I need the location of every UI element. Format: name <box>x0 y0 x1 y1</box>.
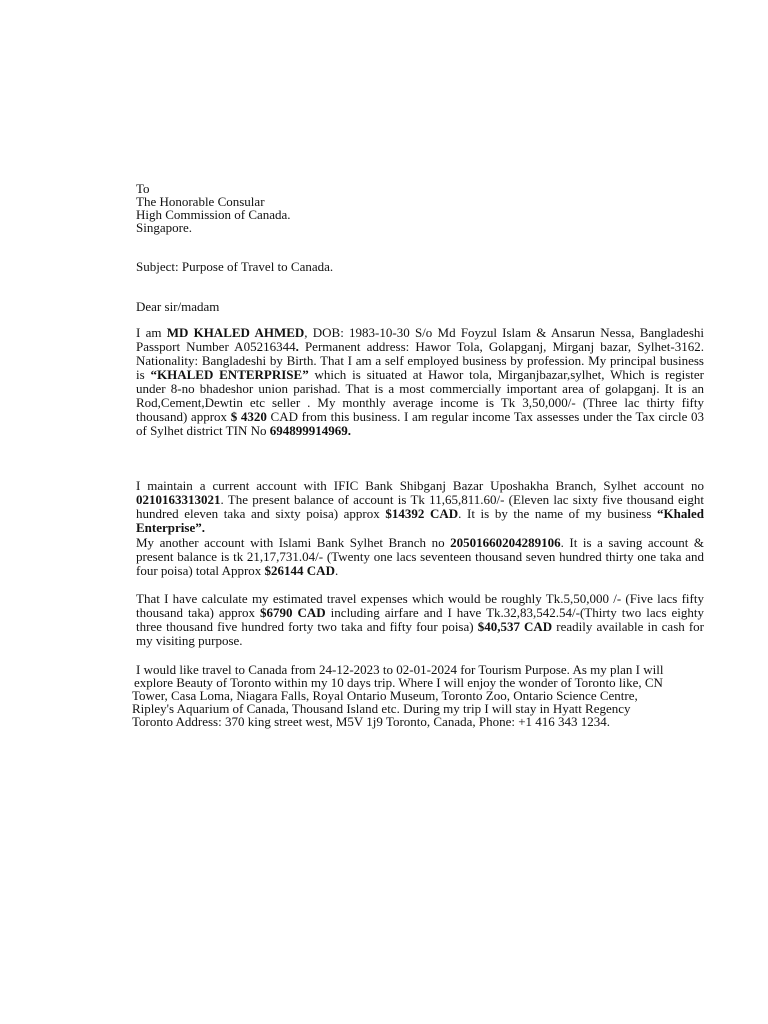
business-name: “KHALED ENTERPRISE” <box>150 367 309 382</box>
account-number: 0210163313021 <box>136 492 221 507</box>
paragraph-expenses <box>136 592 704 648</box>
salutation: Dear sir/madam <box>136 299 220 314</box>
address-office: High Commission of Canada. <box>136 207 291 222</box>
paragraph-islami-account <box>136 536 704 578</box>
travel-plan-line: Tower, Casa Loma, Niagara Falls, Royal Ontario Museum, Toronto Zoo, Ontario Science Centre, <box>132 688 638 703</box>
text-fragment: That I have calculate my estimated travel expenses which would be roughly Tk.5,50,000 /- (Five lacs fifty thousand taka) approx <box>136 591 704 620</box>
account-number: 20501660204289106 <box>450 535 561 550</box>
balance-amount: $14392 CAD <box>385 506 459 521</box>
text-fragment: . The present balance of account is Tk 11,65,811.60/- (Eleven lac sixty five thousand eight hundred eleven taka and sixty poisa) approx <box>136 492 704 521</box>
subject-line: Subject: Purpose of Travel to Canada. <box>136 259 334 274</box>
expense-amount: $6790 CAD <box>260 605 326 620</box>
balance-amount: $26144 CAD <box>264 563 335 578</box>
text-fragment: readily available in cash for my visiting purpose. <box>136 619 705 648</box>
text-fragment: . It is a saving account & present balance is tk 21,17,731.04/- (Twenty one lacs seventeen thousand seven hundred thirty one taka and four poisa) total Approx <box>136 535 704 578</box>
travel-plan-line: I would like travel to Canada from 24-12-2023 to 02-01-2024 for Tourism Purpose. As my plan I will <box>136 662 664 677</box>
text-fragment: , DOB: 1983-10-30 S/o Md Foyzul Islam & Ansarun Nessa, Bangladeshi Passport Number A05216344 <box>136 325 704 354</box>
text-fragment: . It is by the name of my business <box>458 506 658 521</box>
business-name: “Khaled Enterprise”. <box>136 506 704 535</box>
text-fragment: My another account with Islami Bank Sylhet Branch no <box>136 535 451 550</box>
travel-plan-line: explore Beauty of Toronto within my 10 days trip. Where I will enjoy the wonder of Toronto like, CN <box>134 675 663 690</box>
text-fragment: . <box>334 563 339 578</box>
address-recipient: The Honorable Consular <box>136 194 265 209</box>
tin-number: 694899914969. <box>269 423 351 438</box>
text-fragment: which is situated at Hawor tola, Mirganjbazar,sylhet, Which is register under 8-no bhadeshor union parishad. That is a most commercially important area of golapganj. It is an Rod,Cement,Dewtin etc seller . My monthly average income is Tk 3,50,000/- (Three lac thirty fifty thousand) approx <box>136 367 705 424</box>
paragraph-introduction <box>136 326 704 438</box>
income-amount: $ 4320 <box>230 409 267 424</box>
paragraph-ific-account <box>136 479 704 535</box>
travel-plan-line: Toronto Address: 370 king street west, M5V 1j9 Toronto, Canada, Phone: +1 416 343 1234. <box>132 714 611 729</box>
text-fragment: CAD from this business. I am regular income Tax assesses under the Tax circle 03 of Sylhet district TIN No <box>136 409 705 438</box>
text-fragment: . <box>295 339 299 354</box>
text-fragment: I am <box>136 325 167 340</box>
travel-plan-line: Ripley's Aquarium of Canada, Thousand Island etc. During my trip I will stay in Hyatt Regency <box>132 701 631 716</box>
address-city: Singapore. <box>136 220 192 235</box>
applicant-name: MD KHALED AHMED <box>166 325 305 340</box>
text-fragment: Permanent address: Hawor Tola, Golapganj, Mirganj bazar, Sylhet-3162. Nationality: Bangladeshi by Birth. That I am a self employed business by profession. My principal business is <box>136 339 704 382</box>
text-fragment: including airfare and I have Tk.32,83,542.54/-(Thirty two lacs eighty three thousand five hundred forty two taka and fifty four poisa) <box>136 605 704 634</box>
available-amount: $40,537 CAD <box>477 619 553 634</box>
text-fragment: I maintain a current account with IFIC Bank Shibganj Bazar Uposhakha Branch, Sylhet account no <box>136 478 704 493</box>
address-to: To <box>136 181 150 196</box>
